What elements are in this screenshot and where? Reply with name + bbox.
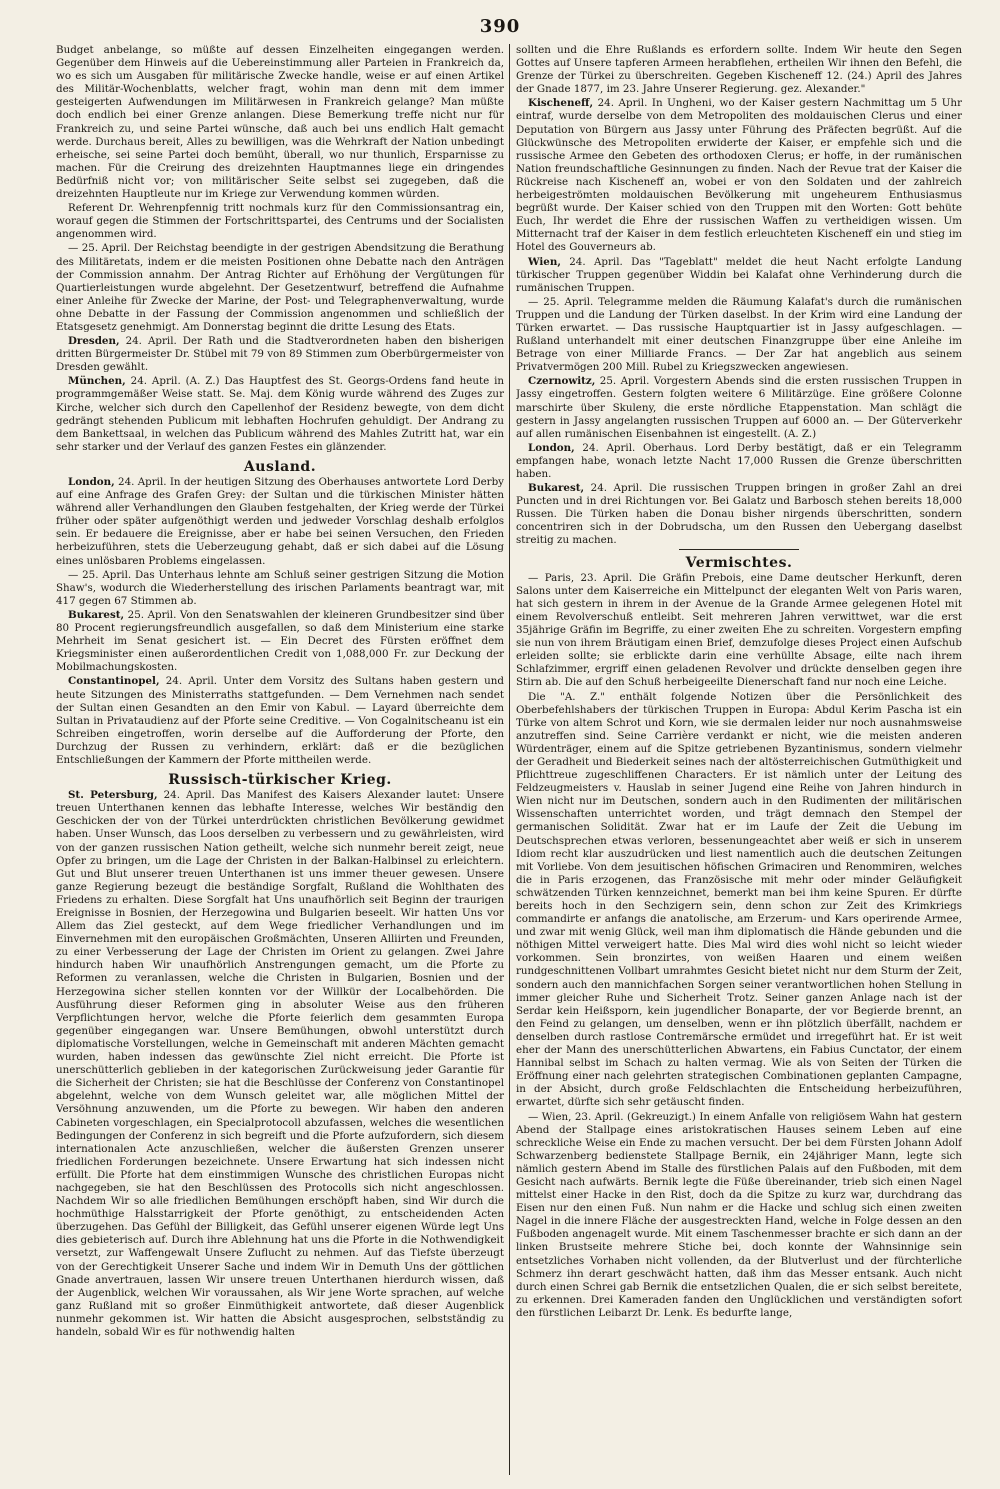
article-text: 24. April. Das "Tageblatt" meldet die heut Nacht erfolgte Landung türkischer Truppen gegenüber Widdin bei Kalafat ohne Verhinderung durch die rumänischen Truppen.: [516, 255, 962, 294]
section-heading-krieg: Russisch-türkischer Krieg.: [168, 772, 392, 789]
dateline-place: Kischeneff,: [528, 97, 594, 110]
article-london: [56, 476, 504, 568]
article-abdul-kerim: Die "A. Z." enthält folgende Notizen über die Persönlichkeit des Oberbefehlshabers der türkischen Truppen in Europa: Abdul Kerim Pascha ist ein Türke von altem Schrot und Korn, wie sie dermalen leider nur noch ausnahmsweise anzutreffen sind. Seine Carrière verdankt er nicht, wie die meisten anderen Würdenträger, einem auf die Spitze getriebenen Byzantinismus, sondern vielmehr der Geradheit und Biederkeit seines nach der altösterreichischen Gutmüthigkeit und Pflichttreue zugeschliffenen Characters. Er ist nämlich unter der Leitung des Feldzeugmeisters v. Hauslab in seiner Jugend eine Reihe von Jahren hindurch in Wien nicht nur im Deutschen, sondern auch in den Rudimenten der militärischen Wissenschaften unterrichtet worden, und trägt demnach den Stempel der germanischen Solidität. Zwar hat er im Laufe der Zeit die Uebung im Deutschsprechen etwas verloren, bessenungeachtet aber weiß er sich in unserem Idiom recht klar auszudrücken und liest namentlich auch die deutschen Zeitungen mit Vorliebe. Von dem jesuitischen höfischen Grimaciren und Renommiren, welches die in Paris erzogenen, das Französische mit mehr oder minder Geläufigkeit schwätzenden Türken kennzeichnet, bemerkt man bei ihm keine Spuren. Er dürfte bereits hoch in den Sechzigern sein, denn schon zur Zeit des Krimkriegs commandirte er anfangs die anatolische, am Erzerum- und Kars operirende Armee, und zwar mit wenig Glück, weil man ihm diplomatisch die Hände gebunden und die nöthigen Mittel verweigert hatte. Dies Mal wird dies wohl nicht so leicht wieder vorkommen. Sein bronzirtes, von weißen Haaren und einem weißen rundgeschnittenen Vollbart umrahmtes Gesicht bietet nicht nur dem Sturm der Zeit, sondern auch den mannichfachen Sorgen seiner verantwortlichen hohen Stellung in immer gleicher Ruhe und Sicherheit Trotz. Seiner ganzen Anlage nach ist der Serdar kein Heißsporn, kein jugendlicher Bonaparte, der vor Begierde brennt, an den Feind zu gelangen, um denselben, wenn er ihn plötzlich überfällt, nachdem er denselben durch rastlose Contremärsche ermüdet und irregeführt hat. Er ist weit eher der Mann des unerschütterlichen Abwartens, ein Fabius Cunctator, der einem Hannibal selbst im Schach zu halten vermag. Wie als von Seiten der Türken die Eröffnung einer nach gelehrten strategischen Combinationen geplanten Campagne, in der Absicht, durch große Feldschlachten die Entscheidung herbeizuführen, erwartet, dürfte sich sehr getäuscht finden.: [516, 690, 962, 1109]
section-heading-ausland: Ausland.: [243, 458, 317, 475]
article-kischeneff: [516, 97, 962, 254]
article-wien: [516, 256, 962, 295]
article-text: 24. April. Der Rath und die Stadtverordneten haben den bisherigen dritten Bürgermeister Dr. Stübel mit 79 von 89 Stimmen zum Oberbürgermeister von Dresden gewählt.: [56, 335, 504, 374]
dateline-place: Czernowitz,: [528, 375, 596, 388]
article-text: 24. April. (A. Z.) Das Hauptfest des St. Georgs-Ordens fand heute in programmgemäßer Weise statt. Se. Maj. dem König wurde während des Zuges zur Kirche, welcher sich durch den Capellenhof der Residenz bewegte, von dem dicht gedrängt stehenden Publicum mit lebhaften Hochrufen gehuldigt. Der Andrang zu dem Bankettsaal, in welchen das Publicum während des Mahles Zutritt hat, war ein sehr starker und der Verlauf des ganzen Festes ein glänzender.: [56, 375, 504, 453]
article-wien-gekreuzigt: — Wien, 23. April. (Gekreuzigt.) In einem Anfalle von religiösem Wahn hat gestern Abend der Stallpage eines aristokratischen Hauses seinem Leben auf eine schreckliche Weise ein Ende zu machen versucht. Der bei dem Fürsten Johann Adolf Schwarzenberg bedienstete Stallpage Bernik, ein 24jähriger Mann, legte sich nämlich gestern Abend im Stalle des fürstlichen Palais auf den Fußboden, mit dem Gesicht nach aufwärts. Bernik legte die Füße übereinander, trieb sich einen Nagel mittelst einer Hacke in den Rist, doch da die Spitze zu kurz war, durchdrang das Eisen nur den einen Fuß. Nun nahm er die Hacke und schlug sich einen zweiten Nagel in die innere Fläche der ausgestreckten Hand, welche in Folge dessen an den Fußboden angenagelt wurde. Mit einem Taschenmesser brachte er sich dann an der linken Brustseite mehrere Stiche bei, doch konnte der Wahnsinnige sein entsetzliches Vorhaben nicht vollenden, da der Blutverlust und der fürchterliche Schmerz ihn derart geschwächt hatten, daß ihm das Messer entsank. Auch nicht durch einen Schrei gab Bernik die entsetzlichen Qualen, die er sich selbst bereitete, zu erkennen. Drei Kameraden fanden den Unglücklichen und verständigten sofort den fürstlichen Leibarzt Dr. Lenk. Es bedurfte lange,: [516, 1110, 962, 1319]
dateline-place: München,: [68, 375, 126, 388]
article-text: 24. April. In der heutigen Sitzung des Oberhauses antwortete Lord Derby auf eine Anfrage des Grafen Grey: der Sultan und die türkischen Minister hätten während aller Verhandlungen den Glauben festgehalten, der Krieg werde der Türkei früher oder später aufgenöthigt werden und jedweder Vorschlag deshalb erfolglos sein. Er bedauere die Ereignisse, aber er habe bei seinen Versuchen, den Frieden herbeizuführen, stets die Ueberzeugung gehabt, daß er sich dabei auf die Lösung eines unlösbaren Problems eingelassen.: [56, 476, 504, 567]
dateline-place: Bukarest,: [68, 608, 125, 621]
section-rule: [679, 549, 799, 550]
article-text: 24. April. Das Manifest des Kaisers Alexander lautet: Unsere treuen Unterthanen kennen das lebhafte Interesse, welches Wir beständig den Geschicken der von der Türkei unterdrückten christlichen Bevölkerung gewidmet haben. Unser Wunsch, das Loos derselben zu verbessern und zu gewährleisten, wird von der ganzen russischen Nation getheilt, welche sich nunmehr bereit zeigt, neue Opfer zu bringen, um die Lage der Christen in der Balkan-Halbinsel zu erleichtern. Gut und Blut unserer treuen Unterthanen ist uns immer theuer gewesen. Unsere ganze Regierung bezeugt die beständige Sorgfalt, Rußland die Wohlthaten des Friedens zu erhalten. Diese Sorgfalt hat Uns unaufhörlich seit Beginn der traurigen Ereignisse in Bosnien, der Herzegowina und Bulgarien beseelt. Wir hatten Uns vor Allem das Ziel gesteckt, auf dem Wege friedlicher Verhandlungen und im Einvernehmen mit den europäischen Großmächten, Unseren Alliirten und Freunden, zu einer Verbesserung der Lage der Christen im Orient zu gelangen. Zwei Jahre hindurch haben Wir unaufhörlich Anstrengungen gemacht, um die Pforte zu Reformen zu veranlassen, welche die Christen in Bulgarien, Bosnien und der Herzegowina sicher stellen konnten vor der Willkür der Localbehörden. Die Ausführung dieser Reformen ging in absoluter Weise aus den früheren Verpflichtungen hervor, welche die Pforte feierlich dem gesammten Europa gegenüber eingegangen war. Unsere Bemühungen, obwohl unterstützt durch diplomatische Vorstellungen, welche in Gemeinschaft mit anderen Mächten gemacht wurden, haben indessen das gewünschte Ziel nicht erreicht. Die Pforte ist unerschütterlich geblieben in der kategorischen Zurückweisung jeder Garantie für die Sicherheit der Christen; sie hat die Beschlüsse der Conferenz von Constantinopel abgelehnt, welche von dem Wunsch geleitet war, alle möglichen Mittel der Versöhnung anzuwenden, um die Pforte zu bewegen. Wir haben den anderen Cabineten vorgeschlagen, ein Specialprotocoll abzufassen, welches die wesentlichen Bedingungen der Conferenz in sich begreift und die Pforte aufzufordern, sich diesem internationalen Acte anzuschließen, welcher die äußersten Grenzen unserer friedlichen Forderungen bezeichnete. Unsere Erwartung hat sich indessen nicht erfüllt. Die Pforte hat dem einstimmigen Wunsche des christlichen Europas nicht nachgegeben, sie hat den Beschlüssen des Protocolls sich nicht angeschlossen. Nachdem Wir so alle friedlichen Bemühungen erschöpft haben, sind Wir durch die hochmüthige Halsstarrigkeit der Pforte genöthigt, zu entscheidenden Acten überzugehen. Das Gefühl der Billigkeit, das Gefühl unserer eigenen Würde legt Uns dies gebieterisch auf. Durch ihre Ablehnung hat uns die Pforte in die Nothwendigkeit versetzt, zur Waffengewalt Unsere Zuflucht zu nehmen. Auf das Tiefste überzeugt von der Gerechtigkeit Unserer Sache und indem Wir in Demuth Uns der göttlichen Gnade anvertrauen, lassen Wir unsere treuen Unterthanen hierdurch wissen, daß der Augenblick, welchen Wir voraussahen, als Wir jene Worte sprachen, auf welche ganz Rußland mit so großer Einmüthigkeit antwortete, daß dieser Augenblick nunmehr gekommen ist. Wir hatten die Absicht ausgesprochen, selbstständig zu handeln, sobald Wir es für nothwendig halten: [56, 789, 504, 1338]
article-london-2: [516, 442, 962, 481]
right-column: [516, 44, 962, 1475]
article-continuation: sollten und die Ehre Rußlands es erfordern sollte. Indem Wir heute den Segen Gottes auf Unsere tapferen Armeen herabflehen, ertheilen Wir ihnen den Befehl, die Grenze der Türkei zu überschreiten. Gegeben Kischeneff 12. (24.) April des Jahres der Gnade 1877, im 23. Jahre Unserer Regierung. gez. Alexander.": [516, 44, 962, 96]
article-text: 24. April. Unter dem Vorsitz des Sultans haben gestern und heute Sitzungen des Ministerraths stattgefunden. — Dem Vernehmen nach sendet der Sultan einen Gesandten an den Emir von Kabul. — Layard überreichte dem Sultan in Privataudienz auf der Pforte seine Creditive. — Von Cogalnitscheanu ist ein Schreiben eingetroffen, worin derselbe auf die Aufforderung der Pforte, den Durchzug der Russen zu verhindern, erklärt: daß er die bezüglichen Entschließungen der Kammern der Pforte mittheilen werde.: [56, 675, 504, 766]
article-dresden: [56, 335, 504, 374]
dateline-place: London,: [68, 476, 115, 488]
article-paragraph: Referent Dr. Wehrenpfennig tritt nochmals kurz für den Commissionsantrag ein, worauf gegen die Stimmen der Fortschrittspartei, des Centrums und der Socialisten angenommen wird.: [56, 202, 504, 241]
article-text: 25. April. Von den Senatswahlen der kleineren Grundbesitzer sind über 80 Procent regierungsfreundlich ausgefallen, so daß dem Ministerium eine starke Mehrheit im Senat gesichert ist. — Ein Decret des Fürsten eröffnet dem Kriegsminister einen außerordentlichen Credit von 1,088,000 Fr. zur Deckung der Mobilmachungskosten.: [56, 608, 504, 674]
dateline-place: Bukarest,: [528, 482, 585, 495]
article-konstantinopel: [56, 675, 504, 767]
page-number: 390: [479, 16, 521, 37]
dateline-place: London,: [528, 441, 575, 454]
left-column: [56, 44, 504, 1475]
article-text: 24. April. Oberhaus. Lord Derby bestätigt, daß er ein Telegramm empfangen habe, wonach letzte Nacht 17,000 Russen die Grenze überschritten haben.: [516, 441, 962, 480]
article-paris: — Paris, 23. April. Die Gräfin Prebois, eine Dame deutscher Herkunft, deren Salons unter dem Kaiserreiche ein Mittelpunct der eleganten Welt von Paris waren, hat sich gestern in ihrem in der Avenue de la Grande Armee gelegenen Hotel mit einem Revolverschuß entleibt. Seit mehreren Jahren verwittwet, war die erst 35jährige Gräfin im Begriffe, zu einer zweiten Ehe zu schreiten. Vorgestern empfing sie nun von ihrem Bräutigam einen Brief, demzufolge dieses Project einen Aufschub erleiden sollte; sie erblickte darin eine verhüllte Absage, eilte nach ihrem Schlafzimmer, ergriff einen geladenen Revolver und drückte denselben gegen ihre Stirn ab. Die auf den Schuß herbeigeeilte Dienerschaft fand nur noch eine Leiche.: [516, 571, 962, 689]
dateline-place: Wien,: [528, 255, 561, 268]
article-muenchen: [56, 375, 504, 454]
column-divider: [509, 44, 510, 1475]
article-continuation: Budget anbelange, so müßte auf dessen Einzelheiten eingegangen werden. Gegenüber dem Hinweis auf die Uebereinstimmung aller Parteien in Frankreich da, wo es sich um Ausgaben für militärische Zwecke handle, weise er auf einen Artikel des Militär-Wochenblatts, welcher fragt, wohin man denn mit dem immer gesteigerten Aufwendungen im Militärwesen in Frankreich gelange? Man müßte doch endlich bei einer Grenze anlangen. Diese Bemerkung treffe nicht nur für Frankreich zu, und seine Partei wünsche, daß auch bei uns endlich Halt gemacht werde. Durchaus bereit, Alles zu bewilligen, was die Wehrkraft der Nation unbedingt erheische, sei seine Partei doch bemüht, überall, wo nur thunlich, Ersparnisse zu machen. Für die Creirung des dreizehnten Hauptmannes liege ein dringendes Bedürfniß nicht vor; von militärischer Seite selbst sei zugegeben, daß die dreizehnten Hauptleute nur im Kriege zur Verwendung kommen würden.: [56, 44, 504, 201]
article-text: 25. April. Vorgestern Abends sind die ersten russischen Truppen in Jassy eingetroffen. Gestern folgten weitere 6 Militärzüge. Eine größere Colonne marschirte über Skuleny, die erste nördliche Etappenstation. Man schlägt die gestern in Jassy angelangten russischen Truppen auf 6000 an. — Der Güterverkehr auf allen rumänischen Eisenbahnen ist eingestellt. (A. Z.): [516, 375, 962, 440]
dateline-place: Dresden,: [68, 335, 120, 348]
dateline-place: St. Petersburg,: [68, 789, 158, 802]
article-text: 24. April. In Ungheni, wo der Kaiser gestern Nachmittag um 5 Uhr eintraf, wurde derselbe von dem Metropoliten des moldauischen Clerus und einer Deputation von Bürgern aus Jassy unter Führung des Präfecten begrüßt. Auf die Glückwünsche des Metropoliten erwiderte der Kaiser, er empfehle sich und die russische Armee den Gebeten des orthodoxen Clerus; er hoffe, in der rumänischen Nation freundschaftliche Gesinnungen zu finden. Nach der Revue trat der Kaiser die Rückreise nach Kischeneff an, wobei er von den Soldaten und der zahlreich herbeigeströmten moldauischen Bevölkerung mit ungeheurem Enthusiasmus begrüßt wurde. Der Kaiser schied von den Truppen mit den Worten: Gott behüte Euch, Ihr werdet die Ehre der russischen Waffen zu vertheidigen wissen. Um Mitternacht traf der Kaiser in dem festlich erleuchteten Kischeneff ein und stieg im Hotel des Gouverneurs ab.: [516, 97, 962, 254]
dateline-place: Constantinopel,: [68, 675, 160, 688]
article-czernowitz: [516, 375, 962, 440]
article-bukarest: [56, 609, 504, 674]
section-heading-vermischtes: Vermischtes.: [685, 554, 793, 571]
article-text: 24. April. Die russischen Truppen bringen in großer Zahl an drei Puncten und in drei Richtungen vor. Bei Galatz und Barbosch stehen bereits 18,000 Russen. Die Türken haben die Donau bisher nirgends überschritten, sondern concentriren sich in der Dobrudscha, um den Russen den Uebergang daselbst streitig zu machen.: [516, 482, 962, 547]
article-paragraph: — 25. April. Der Reichstag beendigte in der gestrigen Abendsitzung die Berathung des Militäretats, indem er die meisten Positionen ohne Debatte nach den Anträgen der Commission annahm. Der Antrag Richter auf Erhöhung der Vergütungen für Quartierleistungen wurde abgelehnt. Der Gesetzentwurf, betreffend die Aufnahme einer Anleihe für Zwecke der Marine, der Post- und Telegraphenverwaltung, wurde ohne Debatte in der Fassung der Commission angenommen und schließlich der Etatsgesetz genehmigt. Am Donnerstag beginnt die dritte Lesung des Etats.: [56, 242, 504, 333]
article-bukarest-2: [516, 482, 962, 547]
article-paragraph: — 25. April. Das Unterhaus lehnte am Schluß seiner gestrigen Sitzung die Motion Shaw's, wodurch die Wiederherstellung des irischen Parlaments beantragt war, mit 417 gegen 67 Stimmen ab.: [56, 568, 504, 607]
article-petersburg: [56, 789, 504, 1339]
article-paragraph: — 25. April. Telegramme melden die Räumung Kalafat's durch die rumänischen Truppen und die Landung der Türken daselbst. In der Krim wird eine Landung der Türken erwartet. — Das russische Hauptquartier ist in Jassy aufgeschlagen. — Rußland unterhandelt mit einer deutschen Finanzgruppe über eine Anleihe im Betrage von einer Milliarde Francs. — Der Zar hat angeblich aus seinem Privatvermögen 200 Mill. Rubel zu Kriegszwecken angewiesen.: [516, 295, 962, 374]
